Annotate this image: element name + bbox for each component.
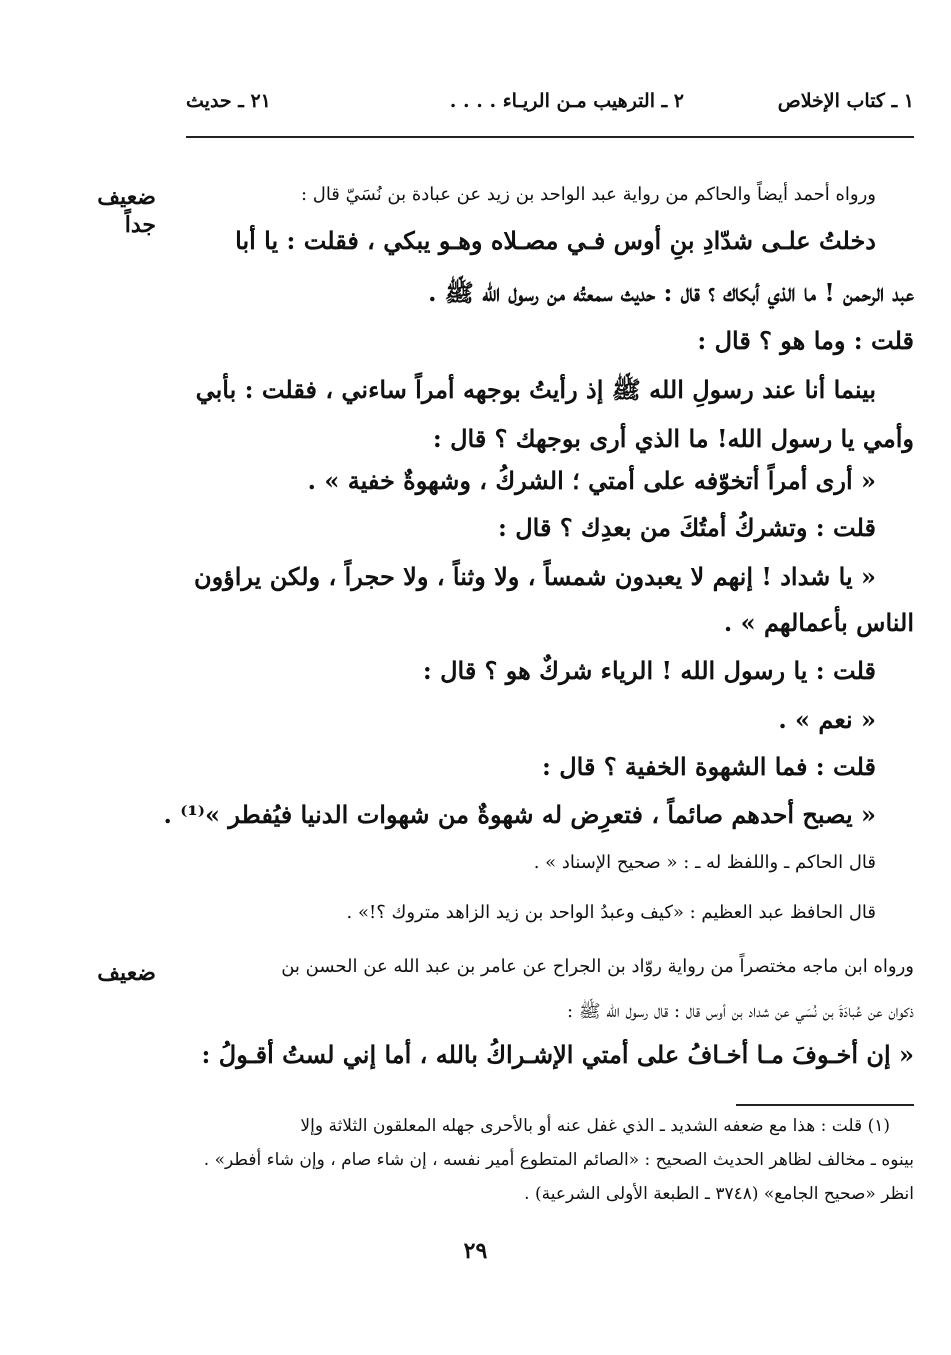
text-line: قلت : يا رسول الله ! الرياء شركٌ هو ؟ قال : — [422, 656, 876, 685]
text-line: ورواه أحمد أيضاً والحاكم من رواية عبد الواحد بن زيد عن عبادة بن نُسَيّ قال : — [300, 184, 876, 205]
footnote-line: انظر «صحيح الجامع» (٣٧٤٨ ـ الطبعة الأولى الشرعية) . — [524, 1184, 914, 1204]
text-line: « نعم » . — [778, 705, 876, 734]
header-rule — [186, 136, 914, 138]
text-line: قلت : فما الشهوة الخفية ؟ قال : — [542, 752, 876, 781]
grade-label-very-weak — [97, 184, 156, 238]
page-number: ٢٩ — [463, 1238, 488, 1264]
grade-word-very: جداً — [124, 212, 156, 238]
text-line: قال الحافظ عبد العظيم : «كيف وعبدُ الواحد بن زيد الزاهد متروك ؟!» . — [346, 902, 876, 923]
text-line: قال الحاكم ـ واللفظ له ـ : « صحيح الإسناد » . — [533, 852, 876, 873]
text-line: « يصبح أحدهم صائماً ، فتعرِض له شهوةٌ من شهوات الدنيا فيُفطر »⁽¹⁾ . — [163, 800, 876, 829]
text-line: ورواه ابن ماجه مختصراً من رواية روّاد بن الجراح عن عامر بن عبد الله عن الحسن بن — [281, 956, 914, 977]
text-line: دخلتُ علـى شدّادِ بنِ أوس فـي مصـلاه وهـو يبكي ، فقلت : يا أبا — [235, 226, 876, 255]
running-header — [186, 90, 914, 130]
footnote-line: بينوه ـ مخالف لظاهر الحديث الصحيح : «الصائم المتطوع أمير نفسه ، إن شاء صام ، وإن شاء أفطر» . — [203, 1150, 914, 1170]
grade-word-weak: ضعيف — [97, 184, 156, 210]
footnote-line: (١) قلت : هذا مع ضعفه الشديد ـ الذي غفل عنه أو بالأحرى جهله المعلقون الثلاثة وإلا — [300, 1116, 890, 1136]
text-line: « أرى أمراً أتخوّفه على أمتي ؛ الشركُ ، وشهوةٌ خفية » . — [307, 466, 876, 495]
text-line: قلت : وما هو ؟ قال : — [697, 326, 914, 355]
text-line: عبد الرحمن ! ما الذي أبكاك ؟ قال : حديث سمعتُه من رسول الله ﷺ . — [428, 278, 914, 307]
header-chapter-title: ٢ ـ الترهيب مـن الريـاء . . . . — [449, 90, 684, 112]
text-line: ذكوان عن عُبادَةَ بن نُسَي عن شداد بن أوس قال : قال رسول الله ﷺ : — [567, 1001, 914, 1022]
text-line: بينما أنا عند رسولِ الله ﷺ إذ رأيتُ بوجهه أمراً ساءني ، فقلت : بأبي — [195, 375, 876, 404]
footnote-rule — [736, 1104, 914, 1106]
header-hadith-number: ٢١ ـ حديث — [186, 90, 271, 112]
text-line: « يا شداد ! إنهم لا يعبدون شمساً ، ولا وثناً ، ولا حجراً ، ولكن يراؤون — [193, 562, 876, 591]
grade-label-weak: ضعيف — [97, 960, 156, 986]
text-line: وأمي يا رسول الله! ما الذي أرى بوجهك ؟ قال : — [432, 424, 914, 453]
text-line: الناس بأعمالهم » . — [723, 608, 914, 637]
text-line: « إن أخـوفَ مـا أخـافُ على أمتي الإشـراكُ بالله ، أما إني لستُ أقـولُ : — [201, 1040, 914, 1069]
text-line: قلت : وتشركُ أمتُكَ من بعدِك ؟ قال : — [498, 513, 876, 542]
header-book-title: ١ ـ كتاب الإخلاص — [777, 90, 914, 112]
